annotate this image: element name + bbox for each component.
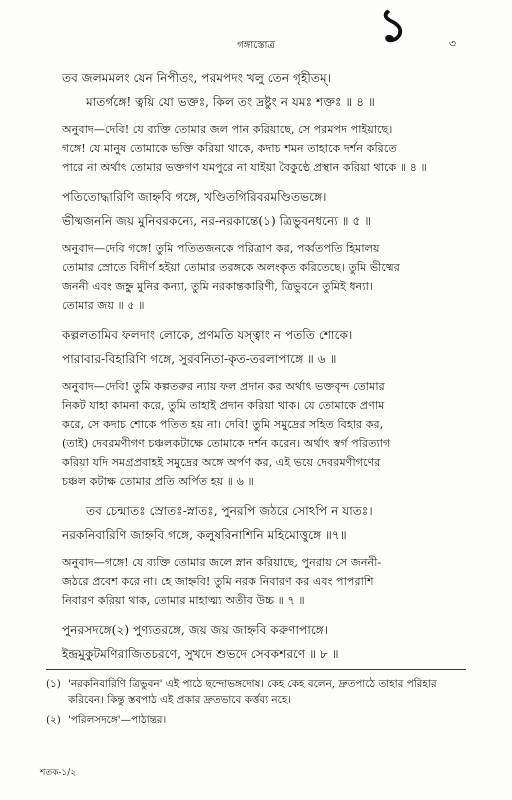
translation-line: করিয়া যদি সমগ্রপ্রবাহই সমুদ্রের অঙ্গে অর্পণ কর, এই ভয়ে দেবরমণীগণের [62,456,381,469]
translation-line: অনুবাদ—গঙ্গে! যে ব্যক্তি তোমার জলে স্নান করিয়াছে, পুনরায় সে জননী- [62,556,382,569]
verse-line: পুনরসদঙ্গে(২) পুণ্যতরঙ্গে, জয় জয় জাহ্নবি করুণাপাঙ্গে। [62,623,329,637]
verse-line: মাতর্গঙ্গে! ত্বয়ি যো ভক্তঃ, কিল তং দ্রষ্টুং ন যমঃ শক্তঃ ॥ ৪ ॥ [86,95,375,109]
footnote-text: করিবেন। কিন্তু স্তবপাঠ এই প্রকার দ্রুতভাবে কর্ত্তব্য নহে। [68,694,291,706]
footnote-text: 'পরিলসদঙ্গে'—পাঠান্তর। [68,714,167,726]
translation-line: নিকট যাহা কামনা করে, তুমি তাহাই প্রদান করিয়া থাক। যে তোমাকে প্রণাম [62,399,385,412]
translation-line: (তাই) দেবরমণীগণ চঞ্চলকটাক্ষে তোমাকে দর্শন করেন। অর্থাৎ স্বর্গ পরিত্যাগ [62,437,391,450]
translation-line: জঠরে প্রবেশ করে না। হে জাহ্নবি! তুমি নরক নিবারণ কর এবং পাপরাশি [62,575,374,588]
verse-line: তব জলমমলং যেন নিপীতং, পরমপদং খলু তেন গৃহীতম্। [62,71,332,85]
translation-line: করে, সে কদাচ শোকে পতিত হয় না। দেবি! তুমি সমুদ্রের সহিত বিহার কর, [62,418,384,431]
footnote [46,676,466,708]
verse-line: পারাবার-বিহারিণি গঙ্গে, সুরবনিতা-কৃত-তরলাপাঙ্গে ॥ ৬ ॥ [62,352,337,366]
verse-line: পতিতোদ্ধারিণি জাহ্নবি গঙ্গে, খণ্ডিতগিরিবরমণ্ডিতভঙ্গে। [62,190,327,204]
translation-line: পারে না অর্থাৎ তোমার ভক্তগণ যমপুরে না যাইয়া বৈকুণ্ঠে প্রস্থান করিয়া থাকে ॥ ৪ ॥ [62,161,427,174]
translation-line: তোমার স্রোতে বিদীর্ণ হইয়া তোমার তরঙ্গকে অলংকৃত করিতেছে। তুমি ভীষ্মের [62,261,400,274]
running-header-title: গঙ্গাস্তোত্র [237,40,275,51]
verse-line: ভীষ্মজননি জয় মুনিবরকন্যে, নর-নরকান্তে(১) ত্রিভুবনধন্যে ॥ ৫ ॥ [62,214,372,228]
verse-line: নরকনিবারিণি জাহ্নবি গঙ্গে, কলুষবিনাশিনি মহিমোত্তুঙ্গে ॥৭॥ [62,528,347,542]
translation-line: অনুবাদ—দেবি গঙ্গে! তুমি পতিতজনকে পরিত্রাণ কর, পর্ব্বতপতি হিমালয় [62,242,380,255]
verse-line: ইন্দ্রমুকুটমণিরাজিতচরণে, সুখদে শুভদে সেবকশরণে ॥ ৮ ॥ [62,647,339,661]
translation-line: অনুবাদ—দেবি! যে ব্যক্তি তোমার জল পান করিয়াছে, সে পরমপদ পাইয়াছে। [62,123,393,136]
translation-line: তোমার জয় ॥ ৫ ॥ [62,299,145,312]
translation-line: চঞ্চল কটাক্ষ তোমার প্রতি অর্পিত হয় ॥ ৬ ॥ [62,475,254,488]
verse-line: তব চেন্মাতঃ স্রোতঃ-স্নাতঃ, পুনরপি জঠরে সোঽপি ন যাতঃ। [86,504,373,518]
handwritten-page-mark: ১ [378,0,408,52]
page-body [62,66,470,666]
signature-mark: শতক-১/২ [40,768,77,778]
footnote-number: (১) [46,678,61,690]
translation-line: নিবারণ করিয়া থাক, তোমার মাহাত্ম্য অতীব উচ্চ ॥ ৭ ॥ [62,594,305,607]
footnote-divider [46,669,466,670]
translation-line: অনুবাদ—দেবি! তুমি কল্পতরুর ন্যায় ফল প্রদান কর অর্থাৎ ভক্তবৃন্দ তোমার [62,380,385,393]
footnote-number: (২) [46,714,61,726]
translation-line: জননী এবং জহ্নু মুনির কন্যা, তুমি নরকান্তকারিণী, ত্রিভুবনে তুমিই ধন্যা। [62,280,373,293]
page-number: ৩ [448,37,456,50]
verse-line: কল্পলতামিব ফলদাং লোকে, প্রণমতি যস্ত্বাং ন পততি শোকে। [62,328,353,342]
footnote-text: 'নরকনিবারিণি ত্রিভুবন' এই পাঠে ছন্দোভঙ্গদোষ। কেহ কেহ বলেন, দ্রুতপাঠে তাহার পরিহার [68,678,437,690]
translation-line: গঙ্গে! যে মানুষ তোমাকে ভক্তি করিয়া থাকে, কদাচ শমন তাহাকে দর্শন করিতে [62,142,397,155]
footnote [46,712,466,728]
